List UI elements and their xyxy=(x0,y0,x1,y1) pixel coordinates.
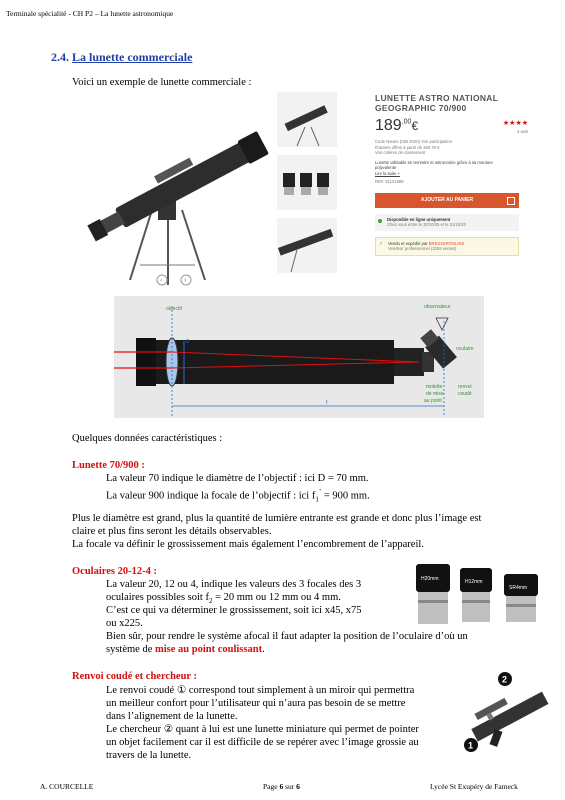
eyepiece-1-label: H20mm xyxy=(421,576,439,582)
stock-title: Disponible en ligne uniquement xyxy=(387,216,451,222)
renvoi-line4: Le chercheur ② quant à lui est une lunette miniature qui permet de pointer xyxy=(106,724,419,735)
section-number: 2.4. xyxy=(51,50,69,64)
label-molette-3: au point xyxy=(424,398,442,404)
eyepiece-3-label: SR4mm xyxy=(509,585,528,591)
renvoi-line1: Le renvoi coudé ① correspond tout simplement à un miroir qui permettra xyxy=(106,685,415,696)
section-heading xyxy=(51,50,192,65)
telescope-image xyxy=(70,90,270,290)
price-currency: € xyxy=(411,119,419,133)
oculaires-line1: La valeur 20, 12 ou 4, indique les valeurs des 3 focales des 3 xyxy=(106,579,362,590)
product-ref: REF. 91131989 xyxy=(375,179,404,184)
label-molette-1: molette xyxy=(426,384,443,390)
carousel-prev-icon[interactable]: ‹ xyxy=(160,276,163,284)
intro-text: Voici un exemple de lunette commerciale : xyxy=(72,77,252,88)
label-observateur: observateur xyxy=(424,304,451,310)
seller-sub: Vendeur professionnel (3259 ventes) xyxy=(388,246,457,251)
add-to-cart-label: AJOUTER AU PANIER xyxy=(420,196,474,203)
price-cents: ,00 xyxy=(401,118,412,126)
label-renvoi-1: renvoi xyxy=(458,384,472,390)
oculaires-line2-a: oculaires possibles soit f xyxy=(106,592,209,603)
lunette-title: Lunette 70/900 : xyxy=(72,460,145,471)
thumbnail-1[interactable] xyxy=(277,92,337,147)
footer-author: A. COURCELLE xyxy=(40,782,94,791)
product-screenshot xyxy=(70,90,530,290)
eyepiece-3 xyxy=(504,574,538,622)
oculaires-line2-b: = 20 mm ou 12 mm ou 4 mm. xyxy=(212,592,341,603)
seller-box xyxy=(375,237,519,256)
para1-line2: claire et plus fins seront les détails observables. xyxy=(72,526,272,537)
diagram-tube xyxy=(144,340,394,384)
eye-icon xyxy=(436,318,448,330)
eyepiece-2-label: H12mm xyxy=(465,579,483,585)
renvoi-line6: travers de la lunette. xyxy=(106,750,192,761)
label-molette-2: de mise xyxy=(426,391,444,397)
lunette-line2-b: = 900 mm. xyxy=(321,490,370,502)
label-objectif: objectif xyxy=(166,306,182,312)
check-icon: ✓ xyxy=(379,241,384,247)
footer-page xyxy=(263,782,300,791)
oculaires-line6-b: . xyxy=(262,644,265,655)
telescope-drawing xyxy=(82,124,269,285)
footer-page-num: 6 xyxy=(279,782,284,791)
oculaires-line5: Bien sûr, pour rendre le système afocal il faut adapter la position de l’oculaire d’où un xyxy=(106,631,468,642)
oculaires-line6-red: mise au point coulissant xyxy=(155,644,263,655)
oculaires-line6-a: système de xyxy=(106,644,155,655)
oculaires-line6 xyxy=(106,643,265,657)
eyepiece-1 xyxy=(416,564,450,624)
price-row xyxy=(375,117,530,139)
renvoi-line2: un meilleur confort pour l’utilisateur qui n’aura pas besoin de se mettre xyxy=(106,698,406,709)
stock-dot-icon xyxy=(378,219,382,223)
seller-name[interactable]: BRESSERONLINE xyxy=(428,240,465,246)
lunette-line2-sub: 1 xyxy=(315,495,319,504)
lunette-line2-sup: ’ xyxy=(318,488,322,496)
label-f: f xyxy=(326,400,328,406)
oculaires-line2-sub: 2 xyxy=(208,597,213,606)
product-desc-1: Lunette utilisable en terrestre et astronomie grâce à sa monture xyxy=(375,159,493,165)
renvoi-line5: un objet facilement car il est difficile de se repérer avec l’image grossie au xyxy=(106,737,419,748)
price-main: 189 xyxy=(375,117,402,134)
lunette-line1: La valeur 70 indique le diamètre de l’objectif : ici D = 70 mm. xyxy=(106,473,369,484)
seller-prefix: Vendu et expédié par xyxy=(388,240,428,246)
lunette-line2-a: La valeur 900 indique la focale de l’objectif : ici f xyxy=(106,490,316,502)
label-renvoi-2: coudé xyxy=(458,391,472,397)
eyepiece-2 xyxy=(460,568,492,622)
rating-count: 4 avis xyxy=(517,129,528,134)
fine-print-3[interactable]: Voir critères de classement xyxy=(375,150,426,155)
finder-image xyxy=(460,668,550,754)
product-name-line1: LUNETTE ASTRO NATIONAL xyxy=(375,93,499,103)
quelques-text: Quelques données caractéristiques : xyxy=(72,433,223,444)
cart-icon xyxy=(507,197,515,205)
product-desc-2: polyvalente xyxy=(375,165,397,170)
fine-print-2[interactable]: D'autres offres à partir de 260,70 € xyxy=(375,144,440,150)
add-to-cart-button[interactable] xyxy=(375,193,519,208)
thumbnail-2[interactable] xyxy=(277,155,337,210)
eyepieces-image xyxy=(410,560,550,628)
oculaires-line4: ou x225. xyxy=(106,618,143,629)
product-name-line2: GEOGRAPHIC 70/900 xyxy=(375,103,467,113)
product-info xyxy=(375,93,530,283)
oculaires-title: Oculaires 20-12-4 : xyxy=(72,566,157,577)
lunette-line2 xyxy=(106,486,370,507)
footer-page-total: 6 xyxy=(296,782,300,791)
renvoi-title: Renvoi coudé et chercheur : xyxy=(72,671,198,682)
label-oculaire: oculaire xyxy=(456,346,474,352)
badge-1-label: 1 xyxy=(468,740,474,751)
oculaires-line3: C’est ce qui va déterminer le grossissement, soit ici x45, x75 xyxy=(106,605,362,616)
footer-page-mid: sur xyxy=(283,782,297,791)
telescope-diagram xyxy=(114,296,484,418)
stock-box xyxy=(375,214,519,231)
renvoi-line3: dans l’alignement de la lunette. xyxy=(106,711,238,722)
badge-2-label: 2 xyxy=(502,674,508,685)
page-header: Terminale spécialité - CH P2 – La lunette astronomique xyxy=(6,9,174,18)
footer-school: Lycée St Exupéry de Fameck xyxy=(430,782,518,791)
thumbnail-3[interactable] xyxy=(277,218,337,273)
label-D: D xyxy=(186,339,190,345)
fine-print-1: Code Nature (ISB 2020) Voir participation xyxy=(375,139,453,144)
para1-line3: La focale va définir le grossissement mais également l’encombrement de l’appareil. xyxy=(72,539,424,550)
carousel-next-icon[interactable]: › xyxy=(184,276,187,284)
rating-stars: ★★★★ xyxy=(502,119,528,127)
para1-line1: Plus le diamètre est grand, plus la quantité de lumière entrante est grande et donc plus l’image est xyxy=(72,513,482,524)
read-more-link[interactable]: Lire la suite + xyxy=(375,170,401,176)
stock-sub: Chez vous entre le 30/10/20 et le 31/10/20 xyxy=(387,222,466,227)
footer-page-prefix: Page xyxy=(263,782,280,791)
section-title: La lunette commerciale xyxy=(72,50,193,64)
diagram-svg xyxy=(114,296,484,418)
